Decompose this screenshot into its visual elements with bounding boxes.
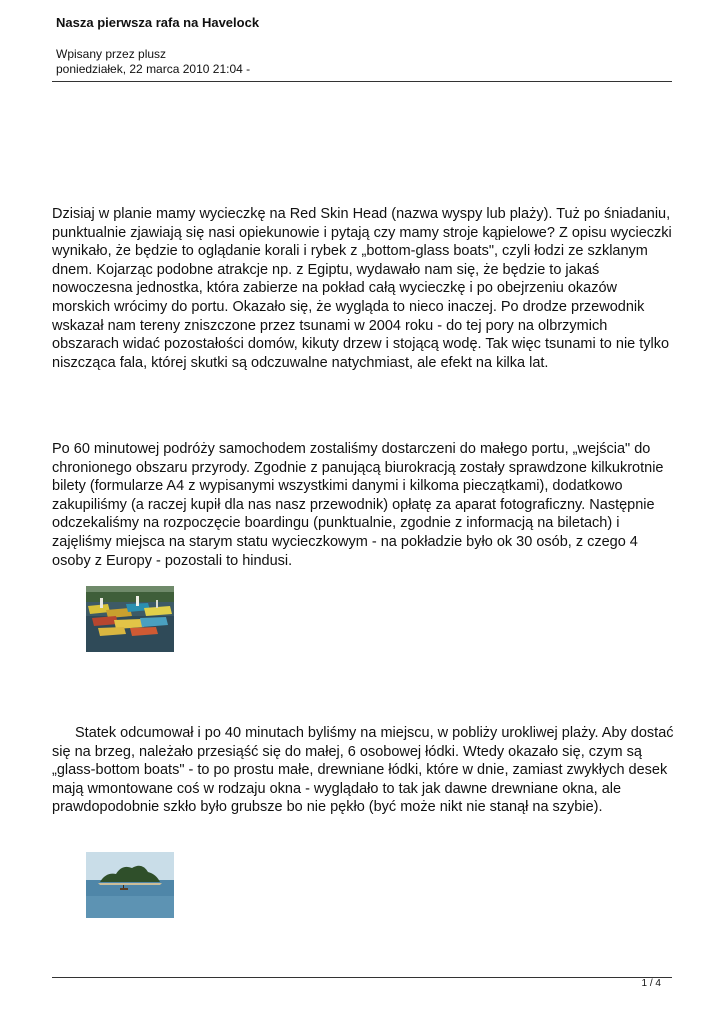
paragraph-1: Dzisiaj w planie mamy wycieczkę na Red Skin Head (nazwa wyspy lub plaży). Tuż po śniadaniu, punktualnie zjawiają się nasi opiekunowie i pytają czy mamy stroje kąpielowe? Z opisu wycieczki wynikało, że będzie to oglądanie korali i rybek z „bottom-glass boats", czyli łodzi ze szklanym dnem. Kojarząc podobne atrakcje np. z Egiptu, wydawało nam się, że będzie to jakaś nowoczesna jednostka, która zabierze na pokład całą wycieczkę i po obejrzeniu okazów morskich wrócimy do portu. Okazało się, że wygląda to nieco inaczej. Po drodze przewodnik wskazał nam tereny zniszczone przez tsunami w 2004 roku - do tej pory na olbrzymich obszarach widać pozostałości domów, kikuty drzew i stojącą wodę. Tak więc tsunami to nie tylko niszcząca fala, której skutki są odczuwalne natychmiast, ale efekt na kilka lat. xyxy=(52,206,672,371)
island-photo[interactable] xyxy=(86,852,174,918)
paragraph-3: Statek odcumował i po 40 minutach byliśmy na miejscu, w pobliży urokliwej plaży. Aby dostać się na brzeg, należało przesiąść się do małej, 6 osobowej łódki. Wtedy okazało się, czym są „glass-bottom boats" - to po prostu małe, drewniane łódki, które w dnie, zamiast zwykłych desek mają wmontowane coś w rodzaju okna - wyglądało to tak jak dawne drewniane okna, ale prawdopodobnie szkło było grubsze bo nie pękło (być może nikt nie stanął na szybie). xyxy=(52,725,674,816)
harbor-boats-image xyxy=(86,586,174,652)
island-image xyxy=(86,852,174,918)
harbor-boats-photo[interactable] xyxy=(86,586,174,652)
date-line: poniedziałek, 22 marca 2010 21:04 - xyxy=(56,62,251,76)
author-line: Wpisany przez plusz xyxy=(56,47,167,61)
footer-divider xyxy=(52,977,672,978)
paragraph-2: Po 60 minutowej podróży samochodem zostaliśmy dostarczeni do małego portu, „wejścia" do chronionego obszaru przyrody. Zgodnie z panującą biurokracją zostały sprawdzone kilkukrotnie bilety (formularze A4 z wypisanymi wszystkimi danymi i kilkoma pieczątkami), dodatkowo zakupiliśmy (a raczej kupił dla nas nasz przewodnik) opłatę za aparat fotograficzny. Następnie odczekaliśmy na rozpoczęcie boardingu (punktualnie, zgodnie z informacją na biletach) i zajęliśmy miejsca na starym statu wycieczkowym - na pokładzie było ok 30 osób, z czego 4 osoby z Europy - pozostali to hindusi. xyxy=(52,441,664,569)
article-title: Nasza pierwsza rafa na Havelock xyxy=(56,15,260,30)
article-meta xyxy=(56,47,656,77)
header-divider xyxy=(52,81,672,82)
page-indicator: 1 / 4 xyxy=(641,978,661,989)
